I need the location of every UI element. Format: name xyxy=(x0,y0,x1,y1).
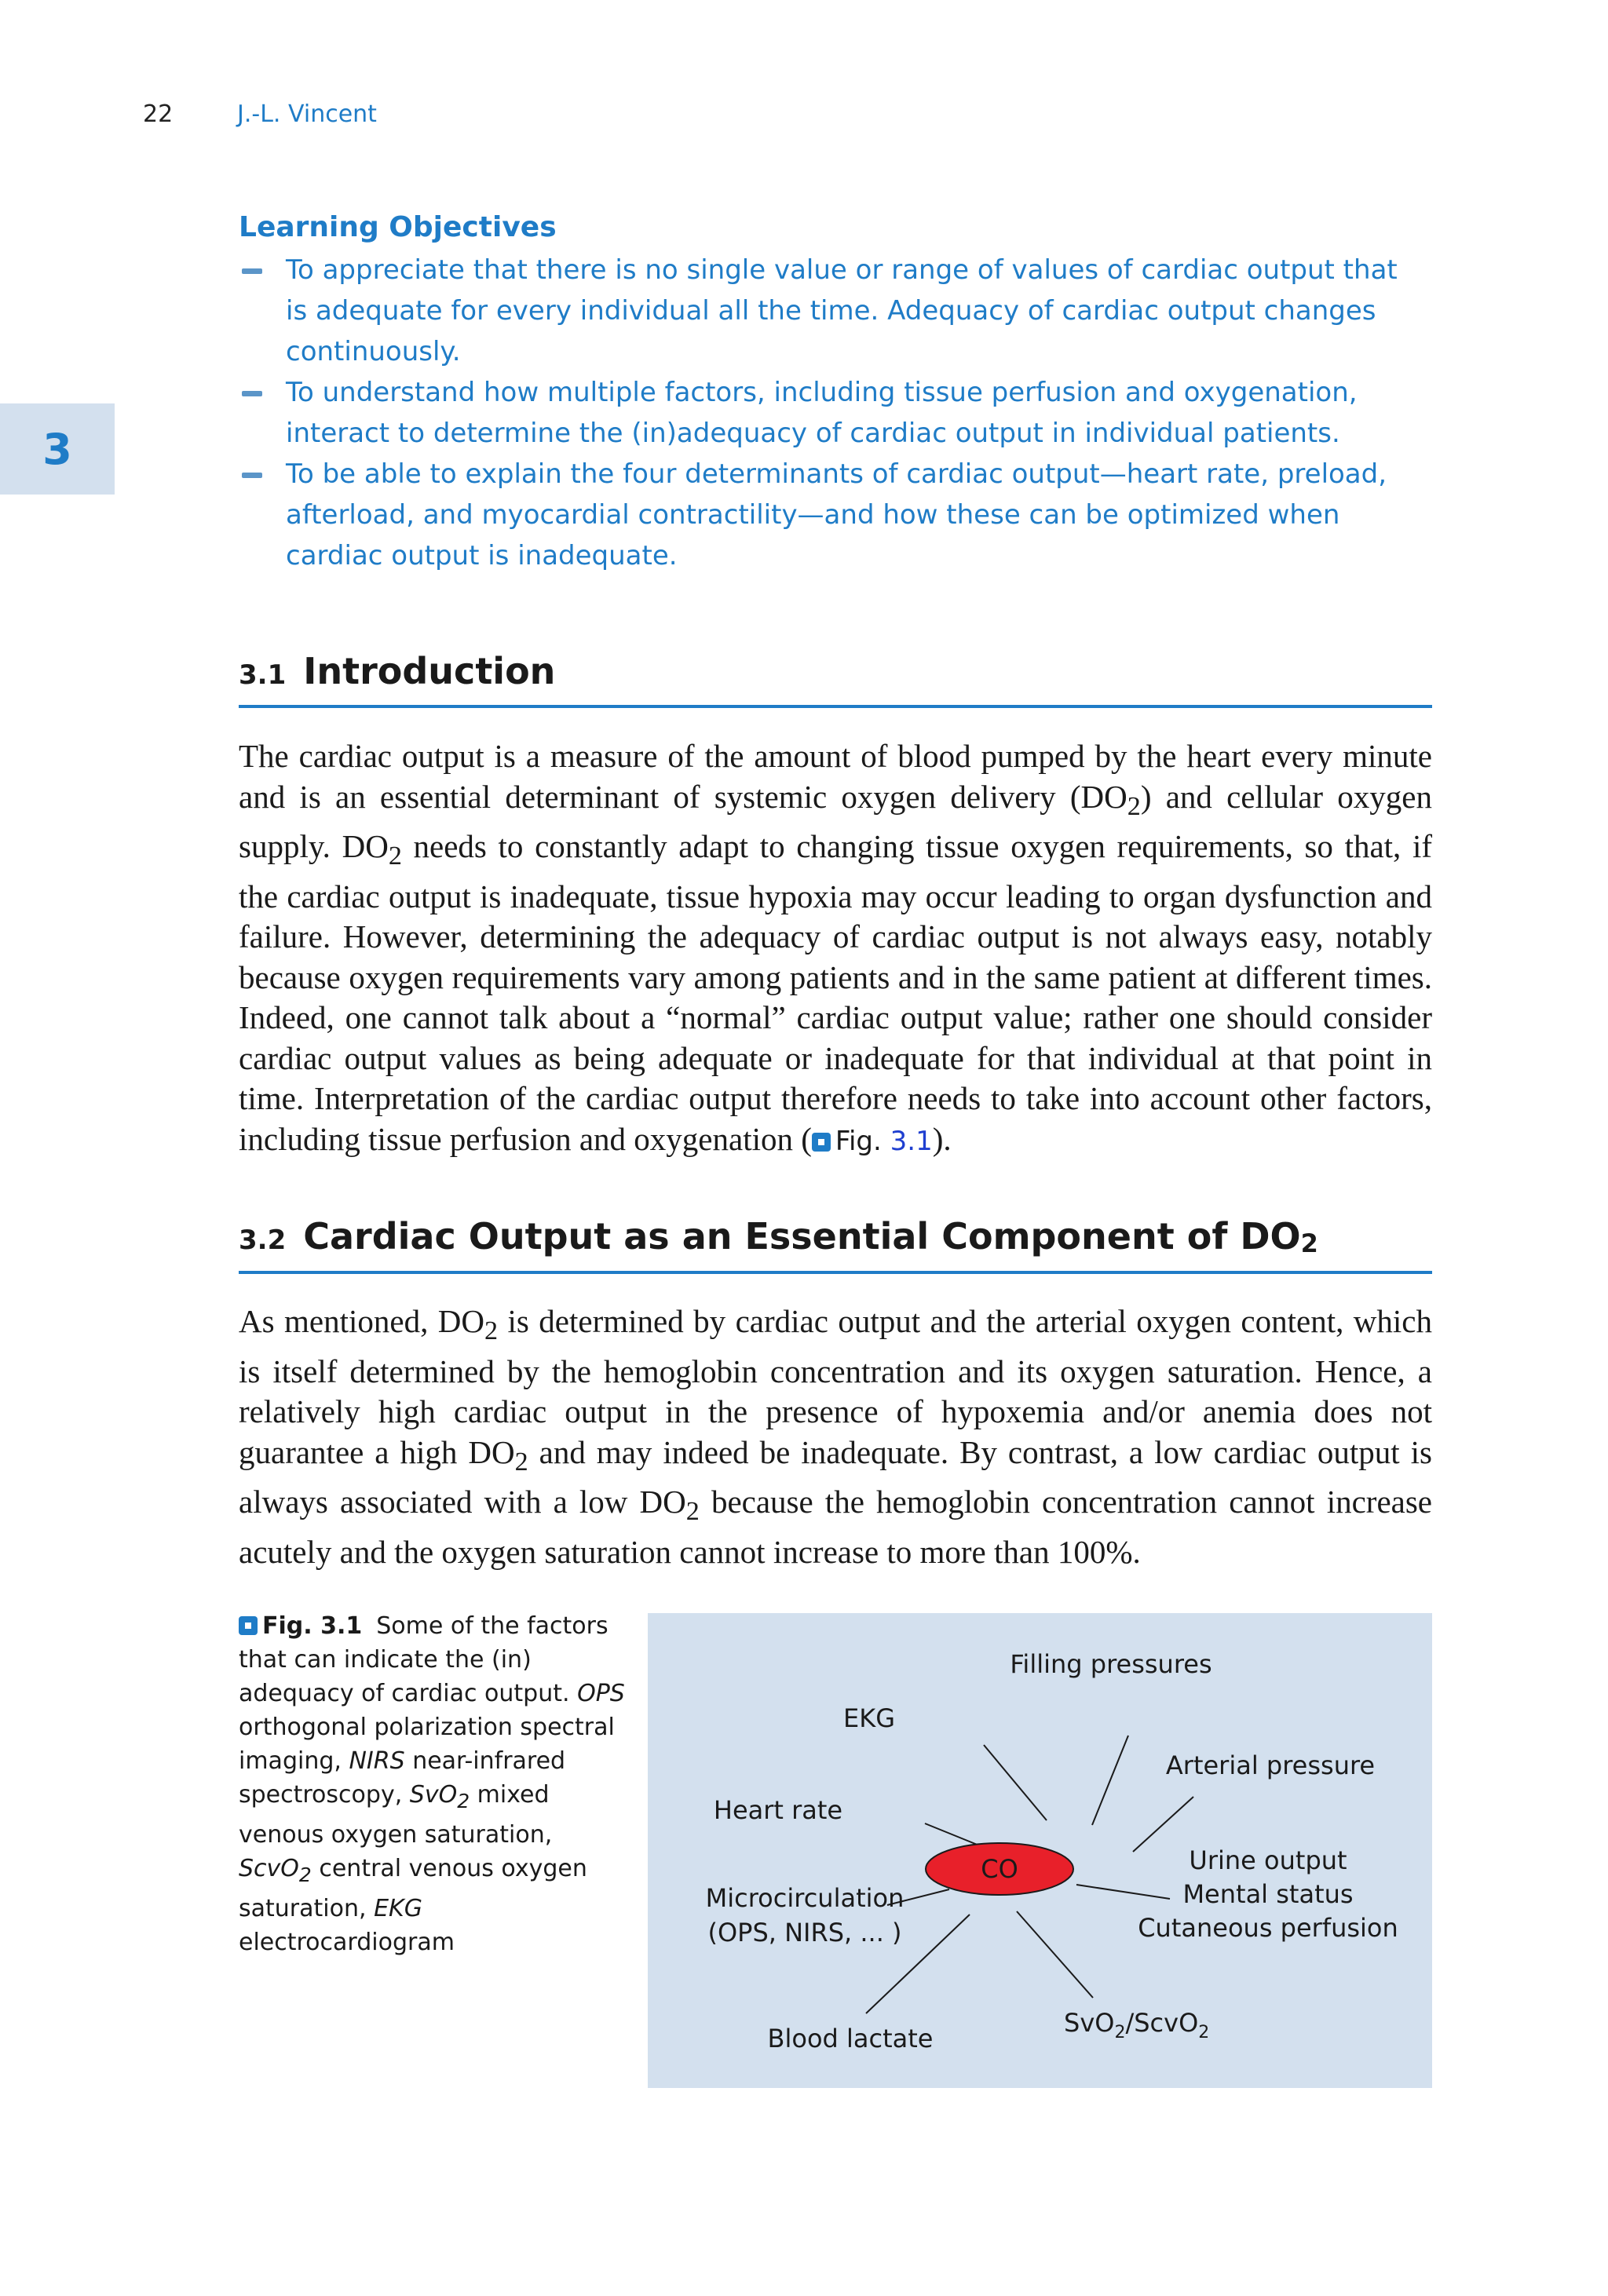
section-title: Introduction xyxy=(303,650,556,692)
label-arterial-pressure: Arterial pressure xyxy=(1165,1750,1376,1780)
page-number: 22 xyxy=(143,100,174,128)
figure-label: Fig. 3.1 xyxy=(262,1612,363,1640)
section-title: Cardiac Output as an Essential Component of DO xyxy=(303,1215,1301,1258)
subscript: 2 xyxy=(457,1790,470,1812)
caption-text: central venous oxygen saturation, xyxy=(239,1855,587,1922)
figure-caption xyxy=(239,1609,631,1959)
section-heading-do2 xyxy=(239,1215,1432,1274)
dash-bullet-icon xyxy=(242,391,262,396)
label-heart-rate: Heart rate xyxy=(713,1795,843,1825)
dash-bullet-icon xyxy=(242,268,262,274)
caption-abbr: SvO xyxy=(409,1781,458,1809)
line-urine-mental-cutaneous xyxy=(1076,1885,1170,1899)
caption-abbr: NIRS xyxy=(349,1747,405,1775)
section-title-subscript: 2 xyxy=(1300,1228,1318,1259)
caption-text: electrocardiogram xyxy=(239,1929,455,1956)
line-svo2 xyxy=(1017,1911,1093,1998)
caption-text: orthogonal polarization spectral imaging, xyxy=(239,1714,615,1775)
chapter-tab: 3 xyxy=(0,403,115,495)
do2-paragraph xyxy=(239,1301,1432,1573)
caption-abbr: OPS xyxy=(577,1680,625,1707)
section-number: 3.1 xyxy=(239,659,287,691)
section-heading-introduction xyxy=(239,650,1432,708)
subscript: 2 xyxy=(298,1863,312,1886)
objective-item xyxy=(239,372,1416,454)
label-ekg: EKG xyxy=(843,1703,895,1733)
figure-reference-link[interactable] xyxy=(812,1126,933,1157)
figure-diagram xyxy=(648,1613,1432,2088)
caption-abbr: ScvO xyxy=(239,1855,299,1882)
running-head-author: J.-L. Vincent xyxy=(237,100,377,128)
label-svo2-scvo2 xyxy=(1064,2008,1209,2042)
subscript: 2 xyxy=(388,841,402,871)
text-run: ). xyxy=(932,1120,952,1157)
text-run: The cardiac output is a measure of the amount of blood pumped by the heart every minute and is an essential determinant of systemic oxygen delivery (DO xyxy=(239,738,1432,815)
subscript: 2 xyxy=(1127,791,1141,821)
subscript: 2 xyxy=(1198,2023,1210,2042)
text-run: needs to constantly adapt to changing tissue oxygen requirements, so that, if the cardiac output is inadequate, tissue hypoxia may occur leading to organ dysfunction and failure. However, determining the adequacy of cardiac output is not always easy, notably because oxygen requirements vary among patients and in the same patient at different times. Indeed, one cannot talk about a “normal” cardiac output value; rather one should consider cardiac output values as being adequate or inadequate for that individual at that point in time. Interpretation of the cardiac output therefore needs to take into account other factors, including tissue perfusion and oxygenation ( xyxy=(239,828,1432,1157)
section-number: 3.2 xyxy=(239,1225,287,1256)
label-filling-pressures: Filling pressures xyxy=(1010,1649,1212,1679)
figure-marker-icon xyxy=(812,1133,831,1152)
text-run: and may indeed be inadequate. By contrast, a low cardiac output is always associated with a low DO xyxy=(239,1433,1432,1520)
objective-text: To understand how multiple factors, including tissue perfusion and oxygenation, interact to determine the (in)adequacy of cardiac output in individual patients. xyxy=(286,377,1358,449)
co-factor-diagram xyxy=(648,1613,1432,2088)
subscript: 2 xyxy=(685,1497,700,1527)
learning-objectives xyxy=(239,209,1432,576)
caption-abbr: EKG xyxy=(374,1895,422,1922)
text-run: is determined by cardiac output and the arterial oxygen content, which is itself determined by the hemoglobin concentration and its oxygen saturation. Hence, a relatively high cardiac output in the presence of hypoxemia and/or anemia does not guarantee a high DO xyxy=(239,1303,1432,1470)
objective-item xyxy=(239,250,1416,372)
figure-ref-number: 3.1 xyxy=(890,1125,933,1157)
co-label: CO xyxy=(981,1854,1018,1884)
label-microcirculation-methods: (OPS, NIRS, ... ) xyxy=(707,1918,902,1947)
figure-marker-icon xyxy=(239,1616,258,1635)
learning-objectives-title: Learning Objectives xyxy=(239,211,557,243)
line-filling-pressures xyxy=(1092,1736,1128,1825)
label-microcirculation: Microcirculation xyxy=(705,1883,904,1913)
text-run: ) and cellular oxygen supply. DO xyxy=(239,778,1433,865)
introduction-paragraph xyxy=(239,736,1432,1162)
objective-text: To be able to explain the four determinants of cardiac output—heart rate, preload, afterload, and myocardial contractility—and how these can be optimized when cardiac output is inadequate. xyxy=(286,458,1387,571)
caption-text: near-infrared spectroscopy, xyxy=(239,1747,566,1809)
line-heart-rate xyxy=(925,1823,983,1847)
scvo2-text: /ScvO xyxy=(1125,2008,1199,2038)
objective-item xyxy=(239,454,1416,576)
svo2-text: SvO xyxy=(1064,2008,1115,2038)
caption-text: mixed venous oxygen saturation, xyxy=(239,1781,553,1849)
text-run: As mentioned, DO xyxy=(239,1303,484,1339)
label-mental-status: Mental status xyxy=(1182,1879,1354,1909)
subscript: 2 xyxy=(484,1316,499,1346)
figure-ref-label: Fig. xyxy=(835,1125,882,1157)
text-run: because the hemoglobin concentration cannot increase acutely and the oxygen saturation cannot increase to more than 100%. xyxy=(239,1484,1432,1571)
line-arterial-pressure xyxy=(1133,1797,1193,1852)
label-blood-lactate: Blood lactate xyxy=(767,2024,934,2053)
line-ekg xyxy=(984,1745,1047,1820)
subscript: 2 xyxy=(1114,2023,1126,2042)
running-head xyxy=(143,100,377,128)
subscript: 2 xyxy=(514,1447,528,1477)
dash-bullet-icon xyxy=(242,473,262,478)
label-cutaneous-perfusion: Cutaneous perfusion xyxy=(1138,1913,1398,1943)
caption-text: Some of the factors that can indicate the (in) adequacy of cardiac output. xyxy=(239,1612,608,1707)
label-urine-output: Urine output xyxy=(1189,1845,1347,1875)
objective-text: To appreciate that there is no single value or range of values of cardiac output that is adequate for every individual all the time. Adequacy of cardiac output changes continuously. xyxy=(286,254,1398,367)
